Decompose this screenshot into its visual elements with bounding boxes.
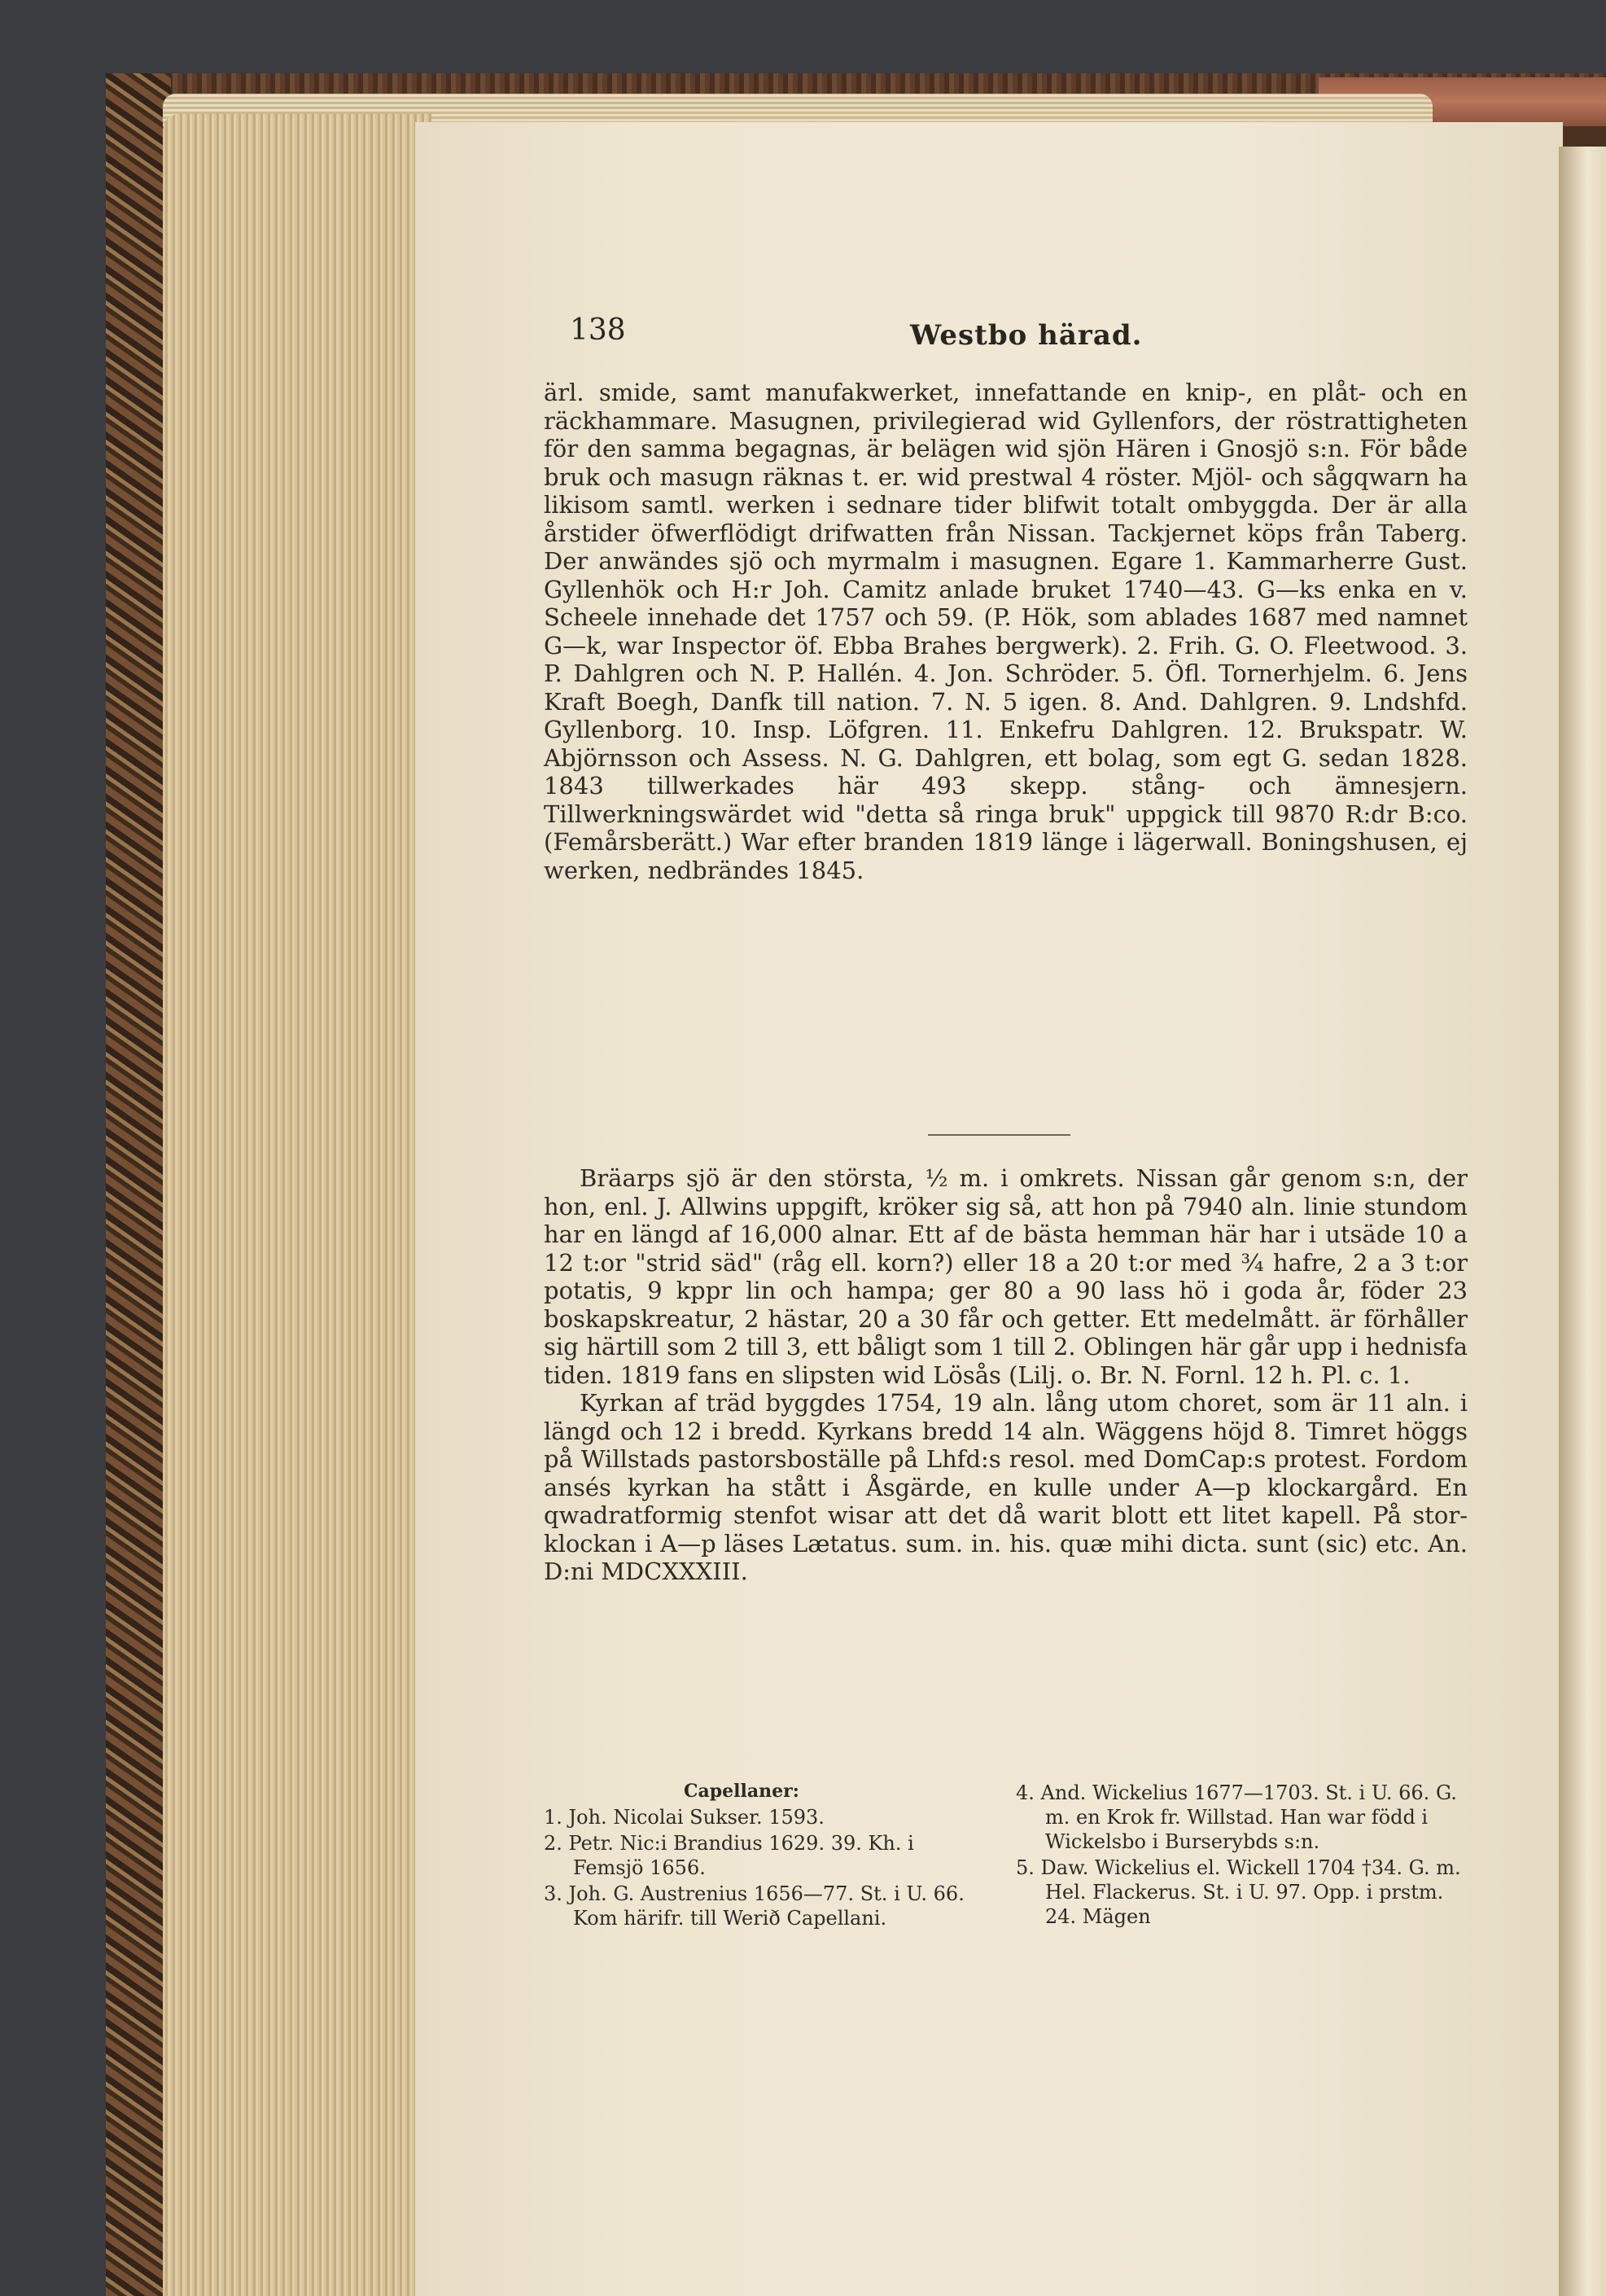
paragraph-2-text: Bräarps sjö är den största, ½ m. i omkrets. Nissan går genom s:n, der hon, enl. J. Allwins uppgift, kröker sig så, att hon på 7940 aln. linie stundom har en längd af 16,000 alnar. Ett af de bästa hemman här har i utsäde 10 a 12 t:or "strid säd" (råg ell. korn?) eller 18 a 20 t:or med ¾ hafre, 2 a 3 t:or potatis, 9 kppr lin och hampa; ger 80 a 90 lass hö i goda år, föder 23 boskapskreatur, 2 hästar, 20 a 30 får och getter. Ett medelmått. är förhåller sig härtill som 2 till 3, ett båligt som 1 till 2. Oblingen här går upp i hednisfa tiden. 1819 fans en slipsten wid Lösås (Lilj. o. Br. N. Fornl. 12 h. Pl. c. 1. [544, 1164, 1468, 1389]
marbled-spine [106, 73, 171, 2296]
body-paragraph-3: Kyrkan af träd byggdes 1754, 19 aln. lång utom choret, som är 11 aln. i längd och 12 i bredd. Kyrkans bredd 14 aln. Wäggens höjd 8. Timret höggs på Willstads pastorsboställe på Lhfd:s resol. med DomCap:s protest. Fordom ansés kyrkan ha stått i Åsgärde, en kulle under A—p klockargård. En qwadratformig stenfot wisar att det då warit blott ett litet kapell. På stor-klockan i A—p läses Lætatus. sum. in. his. quæ mihi dicta. sunt (sic) etc. An. D:ni MDCXXXIII. [544, 1389, 1468, 1585]
notes-column-left [544, 1781, 983, 1932]
note-item: 1. Joh. Nicolai Sukser. 1593. [544, 1806, 825, 1829]
notes-heading: Capellaner: [684, 1781, 799, 1802]
section-divider [928, 1134, 1070, 1136]
note-item: 2. Petr. Nic:i Brandius 1629. 39. Kh. i Femsjö 1656. [544, 1832, 914, 1879]
page-edges-side [163, 114, 431, 2296]
note-item: 4. And. Wickelius 1677—1703. St. i U. 66. G. m. en Krok fr. Willstad. Han war född i Wickelsbo i Burserybds s:n. [1016, 1781, 1457, 1853]
notes-column-right [1016, 1781, 1472, 1930]
body-paragraph-2 [544, 1164, 1468, 1586]
page-title: Westbo härad. [910, 319, 1143, 352]
note-item: 5. Daw. Wickelius el. Wickell 1704 †34. G. m. Hel. Flackerus. St. i U. 97. Opp. i prstm. 24. Mägen [1016, 1856, 1461, 1928]
page-gutter [1559, 147, 1606, 2296]
note-item: 3. Joh. G. Austrenius 1656—77. St. i U. 66. Kom härifr. till Werið Capellani. [544, 1882, 965, 1930]
page-number: 138 [570, 313, 626, 347]
body-paragraph-1: ärl. smide, samt manufakwerket, innefattande en knip-, en plåt- och en räckhammare. Masugnen, privilegierad wid Gyllenfors, der röstrattigheten för den samma begagnas, är belägen wid sjön Hären i Gnosjö s:n. För både bruk och masugn räknas t. er. wid prestwal 4 röster. Mjöl- och sågqwarn ha likisom samtl. werken i sednare tider blifwit totalt ombyggda. Der är alla årstider öfwerflödigt drifwatten från Nissan. Tackjernet köps från Taberg. Der anwändes sjö och myrmalm i masugnen. Egare 1. Kammarherre Gust. Gyllenhök och H:r Joh. Camitz anlade bruket 1740—43. G—ks enka en v. Scheele innehade det 1757 och 59. (P. Hök, som ablades 1687 med namnet G—k, war Inspector öf. Ebba Brahes bergwerk). 2. Frih. G. O. Fleetwood. 3. P. Dahlgren och N. P. Hallén. 4. Jon. Schröder. 5. Öfl. Tornerhjelm. 6. Jens Kraft Boegh, Danfk till nation. 7. N. 5 igen. 8. And. Dahlgren. 9. Lndshfd. Gyllenborg. 10. Insp. Löfgren. 11. Enkefru Dahlgren. 12. Brukspatr. W. Abjörnsson och Assess. N. G. Dahlgren, ett bolag, som egt G. sedan 1828. 1843 tillwerkades här 493 skepp. stång- och ämnesjern. Tillwerkningswärdet wid "detta så ringa bruk" uppgick till 9870 R:dr B:co. (Femårsberätt.) War efter branden 1819 länge i lägerwall. Boningshusen, ej werken, nedbrändes 1845. [544, 379, 1468, 884]
